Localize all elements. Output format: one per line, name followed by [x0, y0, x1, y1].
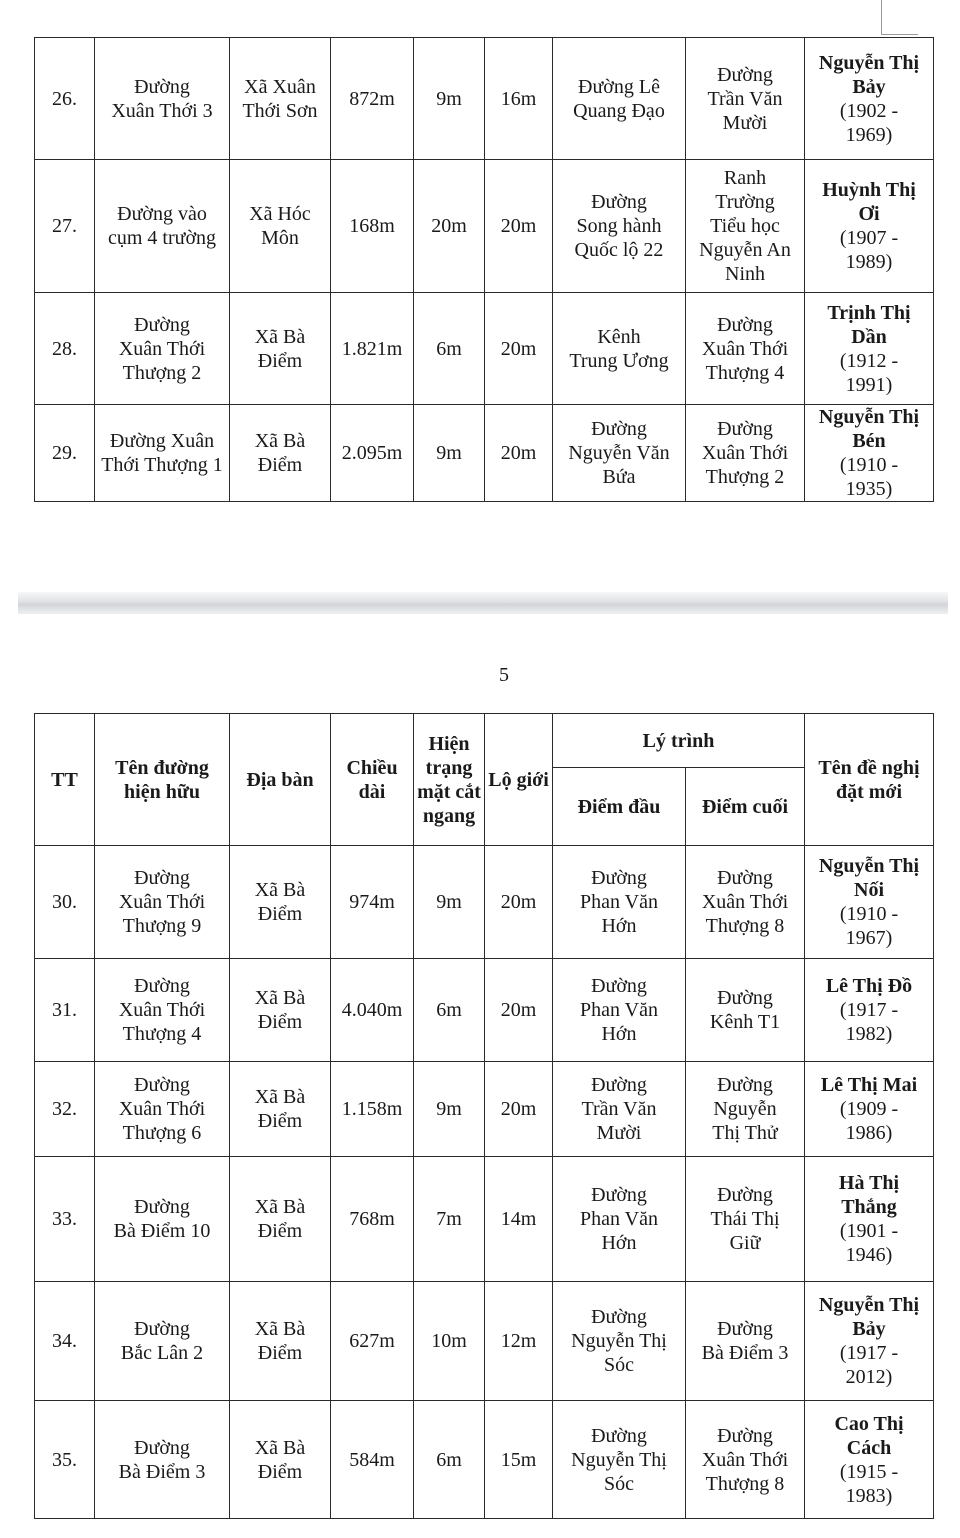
cell-tt: 31.	[35, 959, 95, 1062]
honoree-name: Nguyễn Thị	[818, 1294, 920, 1316]
cell-line: Xã Bà	[254, 1086, 306, 1108]
cell-start-point	[553, 1401, 686, 1519]
cell-tt: 32.	[35, 1062, 95, 1157]
cell-line: 1982)	[845, 1023, 893, 1045]
page-corner-mark	[881, 0, 918, 35]
cell-length: 627m	[331, 1282, 414, 1401]
cell-new-name	[805, 1062, 934, 1157]
cell-line: Thượng 8	[705, 1472, 785, 1495]
cell-line: Bà Điểm 10	[113, 1220, 211, 1242]
cell-line: Đường	[717, 313, 773, 336]
cell-line: Điểm	[257, 1011, 303, 1033]
honoree-name: Cách	[846, 1436, 892, 1459]
cell-end-point	[686, 846, 805, 959]
cell-tt: 34.	[35, 1282, 95, 1401]
cell-start-point	[553, 293, 686, 405]
honoree-name: Hà Thị	[838, 1172, 900, 1194]
table-row	[35, 1157, 934, 1282]
honoree-name: Bảy	[852, 75, 886, 98]
cell-line: Thới Sơn	[242, 99, 318, 122]
cell-start-point	[553, 959, 686, 1062]
cell-line: Bắc Lân 2	[120, 1342, 204, 1364]
cell-commune	[230, 293, 331, 405]
table-row	[35, 160, 934, 293]
cell-line: Đường	[717, 1184, 773, 1206]
header-end-point: Điểm cuối	[686, 768, 805, 846]
cell-boundary: 20m	[485, 959, 553, 1062]
cell-line: Đường	[134, 1074, 190, 1096]
cell-line: Trường	[715, 191, 775, 213]
cell-line: Xã Bà	[254, 430, 306, 452]
street-table-top	[34, 37, 934, 502]
cell-line: (1901 -	[839, 1220, 899, 1242]
cell-line: 1967)	[845, 927, 893, 949]
cell-line: Quốc lộ 22	[574, 239, 664, 261]
cell-end-point	[686, 293, 805, 405]
cell-line: Đường	[717, 987, 773, 1009]
cell-line: Nguyễn Văn	[568, 442, 670, 464]
cell-line: (1910 -	[839, 454, 899, 476]
honoree-name: Ơi	[858, 203, 880, 225]
cell-end-point	[686, 160, 805, 293]
cell-line: Xã Bà	[254, 1436, 306, 1459]
table-row	[35, 405, 934, 502]
cell-line: Điểm	[257, 454, 303, 476]
cell-line: Ninh	[725, 263, 765, 285]
cell-line: 1991)	[845, 373, 893, 396]
cell-cross-section: 9m	[414, 846, 485, 959]
cell-end-point	[686, 1282, 805, 1401]
table-row	[35, 959, 934, 1062]
honoree-name: Cao Thị	[834, 1412, 904, 1435]
cell-cross-section: 9m	[414, 1062, 485, 1157]
cell-line: (1902 -	[839, 99, 899, 122]
cell-line: Sóc	[604, 1354, 634, 1376]
cell-boundary: 20m	[485, 846, 553, 959]
cell-line: Nguyễn Thị	[571, 1330, 667, 1352]
cell-commune	[230, 38, 331, 160]
cell-start-point	[553, 405, 686, 502]
cell-new-name	[805, 1401, 934, 1519]
cell-line: Hớn	[601, 915, 637, 937]
cell-line: Trần Văn	[707, 87, 783, 110]
cell-commune	[230, 1062, 331, 1157]
cell-line: 1935)	[845, 478, 893, 500]
cell-length: 2.095m	[331, 405, 414, 502]
cell-line: Môn	[261, 227, 299, 249]
cell-line: Đường	[717, 63, 773, 86]
cell-line: Đường Xuân	[109, 430, 215, 452]
cell-tt: 29.	[35, 405, 95, 502]
cell-line: Đường	[591, 191, 647, 213]
cell-line: Xuân Thới	[118, 1098, 206, 1120]
cell-length: 1.821m	[331, 293, 414, 405]
cell-line: Đường	[134, 1318, 190, 1340]
cell-tt: 30.	[35, 846, 95, 959]
cell-line: Hớn	[601, 1023, 637, 1045]
cell-line: Đường	[134, 1436, 190, 1459]
honoree-name: Bén	[852, 430, 886, 452]
cell-street-name	[95, 1062, 230, 1157]
cell-line: Điểm	[257, 1460, 303, 1483]
cell-start-point	[553, 1062, 686, 1157]
cell-line: Đường	[717, 1074, 773, 1096]
cell-length: 584m	[331, 1401, 414, 1519]
page-number: 5	[499, 664, 509, 686]
cell-length: 974m	[331, 846, 414, 959]
cell-line: 1969)	[845, 123, 893, 146]
header-length: Chiều dài	[331, 714, 414, 846]
table-row	[35, 293, 934, 405]
cell-line: Đường	[717, 1424, 773, 1447]
cell-commune	[230, 959, 331, 1062]
table-header-row	[35, 714, 934, 768]
table-row	[35, 1282, 934, 1401]
cell-line: Xã Bà	[254, 987, 306, 1009]
cell-line: Mười	[596, 1122, 642, 1144]
cell-line: (1912 -	[839, 349, 899, 372]
cell-length: 768m	[331, 1157, 414, 1282]
cell-line: Nguyễn An	[699, 239, 791, 261]
honoree-name: Lê Thị Mai	[820, 1074, 918, 1096]
header-route: Lý trình	[553, 714, 805, 768]
cell-line: 2012)	[845, 1366, 893, 1388]
cell-line: Phan Văn	[580, 1208, 658, 1230]
cell-line: Thượng 2	[705, 466, 785, 488]
header-commune: Địa bàn	[230, 714, 331, 846]
header-start-point: Điểm đầu	[553, 768, 686, 846]
cell-line: Xuân Thới	[701, 337, 789, 360]
cell-line: Sóc	[604, 1472, 634, 1495]
cell-boundary: 16m	[485, 38, 553, 160]
cell-commune	[230, 846, 331, 959]
cell-new-name	[805, 959, 934, 1062]
cell-start-point	[553, 1157, 686, 1282]
cell-line: Quang Đạo	[573, 99, 665, 122]
cell-commune	[230, 1282, 331, 1401]
cell-street-name	[95, 38, 230, 160]
honoree-name: Nguyễn Thị	[818, 406, 920, 428]
cell-end-point	[686, 959, 805, 1062]
cell-street-name	[95, 846, 230, 959]
cell-line: Xuân Thới	[118, 891, 206, 913]
honoree-name: Trịnh Thị	[827, 301, 911, 324]
cell-boundary: 15m	[485, 1401, 553, 1519]
cell-street-name	[95, 1157, 230, 1282]
cell-line: Hớn	[601, 1232, 637, 1254]
cell-line: Đường vào	[117, 203, 207, 225]
cell-line: Đường	[591, 418, 647, 440]
cell-line: Xã Hóc	[249, 203, 311, 225]
cell-line: Xuân Thới 3	[111, 99, 213, 122]
cell-commune	[230, 160, 331, 293]
cell-line: Điểm	[257, 1342, 303, 1364]
cell-boundary: 20m	[485, 1062, 553, 1157]
cell-line: Song hành	[576, 215, 662, 237]
cell-line: Thượng 9	[122, 915, 202, 937]
cell-line: Giữ	[729, 1232, 761, 1254]
cell-line: Đường	[591, 1306, 647, 1328]
cell-line: Đường Lê	[578, 75, 660, 98]
cell-line: Xuân Thới	[701, 442, 789, 464]
cell-line: Xuân Thới	[118, 999, 206, 1021]
cell-line: Tiểu học	[710, 215, 780, 237]
cell-line: Bà Điểm 3	[701, 1342, 789, 1364]
cell-line: Mười	[722, 111, 768, 134]
cell-tt: 35.	[35, 1401, 95, 1519]
cell-line: Thượng 8	[705, 915, 785, 937]
cell-line: Đường	[134, 975, 190, 997]
cell-new-name	[805, 293, 934, 405]
cell-new-name	[805, 846, 934, 959]
cell-line: Xuân Thới	[118, 337, 206, 360]
cell-line: Thái Thị	[710, 1208, 780, 1230]
cell-new-name	[805, 1157, 934, 1282]
cell-line: Thới Thượng 1	[101, 454, 223, 476]
cell-tt: 28.	[35, 293, 95, 405]
cell-line: Xã Xuân	[244, 75, 316, 98]
cell-line: Xuân Thới	[701, 891, 789, 913]
header-new-name: Tên đề nghị đặt mới	[805, 714, 934, 846]
cell-line: Điểm	[257, 1110, 303, 1132]
cell-line: Điểm	[257, 1220, 303, 1242]
cell-line: (1910 -	[839, 903, 899, 925]
table-row	[35, 1062, 934, 1157]
cell-boundary: 20m	[485, 160, 553, 293]
cell-cross-section: 6m	[414, 1401, 485, 1519]
header-boundary: Lộ giới	[485, 714, 553, 846]
honoree-name: Nguyễn Thị	[818, 855, 920, 877]
cell-boundary: 12m	[485, 1282, 553, 1401]
table-row	[35, 846, 934, 959]
header-street-name: Tên đường hiện hữu	[95, 714, 230, 846]
cell-line: Phan Văn	[580, 999, 658, 1021]
cell-cross-section: 9m	[414, 405, 485, 502]
cell-cross-section: 9m	[414, 38, 485, 160]
street-table-bottom	[34, 713, 934, 1519]
cell-commune	[230, 1157, 331, 1282]
cell-cross-section: 7m	[414, 1157, 485, 1282]
cell-line: 1986)	[845, 1122, 893, 1144]
cell-line: Phan Văn	[580, 891, 658, 913]
cell-line: Đường	[134, 75, 190, 98]
cell-street-name	[95, 959, 230, 1062]
cell-line: (1915 -	[839, 1460, 899, 1483]
cell-line: Xuân Thới	[701, 1448, 789, 1471]
cell-line: Đường	[591, 1184, 647, 1206]
honoree-name: Nối	[854, 879, 884, 901]
cell-commune	[230, 1401, 331, 1519]
cell-length: 168m	[331, 160, 414, 293]
cell-line: Đường	[591, 867, 647, 889]
cell-line: Xã Bà	[254, 1318, 306, 1340]
cell-cross-section: 6m	[414, 293, 485, 405]
cell-commune	[230, 405, 331, 502]
cell-line: cụm 4 trường	[107, 227, 217, 249]
cell-cross-section: 10m	[414, 1282, 485, 1401]
cell-line: Đường	[591, 975, 647, 997]
cell-end-point	[686, 405, 805, 502]
cell-tt: 33.	[35, 1157, 95, 1282]
honoree-name: Dần	[851, 325, 887, 348]
cell-line: Kênh	[597, 325, 641, 348]
cell-start-point	[553, 846, 686, 959]
honoree-name: Nguyễn Thị	[818, 51, 920, 74]
cell-line: (1917 -	[839, 1342, 899, 1364]
cell-street-name	[95, 1401, 230, 1519]
cell-line: Ranh	[723, 167, 767, 189]
honoree-name: Bảy	[852, 1318, 886, 1340]
cell-line: Xã Bà	[254, 325, 306, 348]
cell-line: Xã Bà	[254, 1196, 306, 1218]
cell-tt: 27.	[35, 160, 95, 293]
cell-line: Thượng 4	[705, 361, 785, 384]
cell-line: Kênh T1	[709, 1011, 781, 1033]
cell-new-name	[805, 38, 934, 160]
cell-cross-section: 20m	[414, 160, 485, 293]
honoree-name: Huỳnh Thị	[822, 179, 916, 201]
table-row	[35, 1401, 934, 1519]
cell-boundary: 20m	[485, 405, 553, 502]
cell-line: Đường	[717, 418, 773, 440]
cell-boundary: 14m	[485, 1157, 553, 1282]
cell-start-point	[553, 38, 686, 160]
cell-new-name	[805, 1282, 934, 1401]
cell-line: (1907 -	[839, 227, 899, 249]
cell-line: Đường	[717, 867, 773, 889]
cell-new-name	[805, 405, 934, 502]
cell-street-name	[95, 160, 230, 293]
cell-line: 1983)	[845, 1484, 893, 1507]
cell-line: Xã Bà	[254, 879, 306, 901]
cell-line: Đường	[134, 313, 190, 336]
cell-end-point	[686, 1157, 805, 1282]
cell-line: Trung Ương	[569, 349, 669, 372]
cell-street-name	[95, 405, 230, 502]
cell-line: Điểm	[257, 903, 303, 925]
cell-line: Đường	[717, 1318, 773, 1340]
cell-end-point	[686, 1062, 805, 1157]
cell-end-point	[686, 38, 805, 160]
cell-line: Nguyễn	[713, 1098, 777, 1120]
cell-line: 1946)	[845, 1244, 893, 1266]
cell-line: Nguyễn Thị	[571, 1448, 667, 1471]
cell-length: 1.158m	[331, 1062, 414, 1157]
cell-start-point	[553, 1282, 686, 1401]
cell-start-point	[553, 160, 686, 293]
page-break-divider	[18, 592, 948, 614]
cell-line: 1989)	[845, 251, 893, 273]
cell-end-point	[686, 1401, 805, 1519]
cell-new-name	[805, 160, 934, 293]
cell-cross-section: 6m	[414, 959, 485, 1062]
cell-tt: 26.	[35, 38, 95, 160]
table-row	[35, 38, 934, 160]
header-cross-section: Hiện trạng mặt cắt ngang	[414, 714, 485, 846]
cell-line: Thượng 4	[122, 1023, 202, 1045]
cell-line: Thượng 2	[122, 361, 202, 384]
cell-length: 872m	[331, 38, 414, 160]
honoree-name: Thắng	[841, 1196, 897, 1218]
cell-street-name	[95, 1282, 230, 1401]
cell-boundary: 20m	[485, 293, 553, 405]
cell-length: 4.040m	[331, 959, 414, 1062]
honoree-name: Lê Thị Đồ	[825, 975, 913, 997]
cell-line: Đường	[134, 867, 190, 889]
cell-line: Thượng 6	[122, 1122, 202, 1144]
cell-line: Đường	[591, 1074, 647, 1096]
cell-line: Bà Điểm 3	[118, 1460, 206, 1483]
cell-line: Thị Thử	[712, 1122, 778, 1144]
header-tt: TT	[35, 714, 95, 846]
cell-street-name	[95, 293, 230, 405]
cell-line: Đường	[591, 1424, 647, 1447]
cell-line: Đường	[134, 1196, 190, 1218]
cell-line: (1917 -	[839, 999, 899, 1021]
cell-line: Trần Văn	[581, 1098, 657, 1120]
cell-line: (1909 -	[839, 1098, 899, 1120]
cell-line: Bứa	[602, 466, 636, 488]
cell-line: Điểm	[257, 349, 303, 372]
